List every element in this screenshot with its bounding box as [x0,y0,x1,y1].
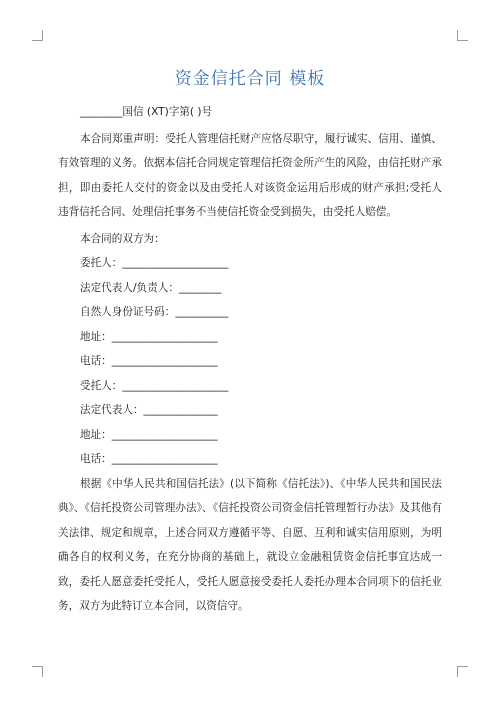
field-trustee-legal-representative: 法定代表人：______________ [80,404,218,416]
basis-paragraph: 根据《中华人民共和国信托法》(以下简称《信托法》)、《中华人民共和国民法典》、《信托投资公司管理办法》、《信托投资公司资金信托管理暂行办法》及其他有关法律、规定和规章，上述合同双方遵循平等、自愿、互利和诚实信用原则，为明确各自的权利义务，在充分协商的基础上，就设立金融租赁资金信托事宜达成一致，委托人愿意委托受托人，受托人愿意接受委托人委托办理本合同项下的信托业务，双方为此特订立本合同，以资信守。 [58,477,442,612]
field-id-number: 自然人身份证号码：__________ [80,306,229,318]
field-legal-representative: 法定代表人/负责人：________ [80,281,222,294]
document-title: 资金信托合同 模板 [174,69,326,89]
field-trustor-phone: 电话：____________________ [80,355,218,367]
parties-heading: 本合同的双方为： [80,232,165,245]
field-trustee-phone: 电话：____________________ [80,453,218,465]
document-body [58,100,442,619]
page-corner-mark-top-right [457,30,468,41]
field-trustor: 委托人：____________________ [80,257,229,269]
field-trustee: 受托人：____________________ [80,379,229,392]
page-corner-mark-bottom-right [457,666,468,677]
statement-paragraph: 本合同郑重声明：受托人管理信托财产应恪尽职守，履行诚实、信用、谨慎、有效管理的义务。依据本信托合同规定管理信托资金所产生的风险，由信托财产承担，即由委托人交付的资金以及由受托人对该资金运用后形成的财产承担;受托人违背信托合同、处理信托事务不当使信托资金受到损失，由受托人赔偿。 [58,132,442,218]
field-trustee-address: 地址：____________________ [80,428,218,441]
page-corner-mark-top-left [32,30,43,41]
contract-number-line: ________国信 (XT)字第( )号 [80,106,213,118]
field-trustor-address: 地址：____________________ [80,330,218,343]
page-corner-mark-bottom-left [32,666,43,677]
